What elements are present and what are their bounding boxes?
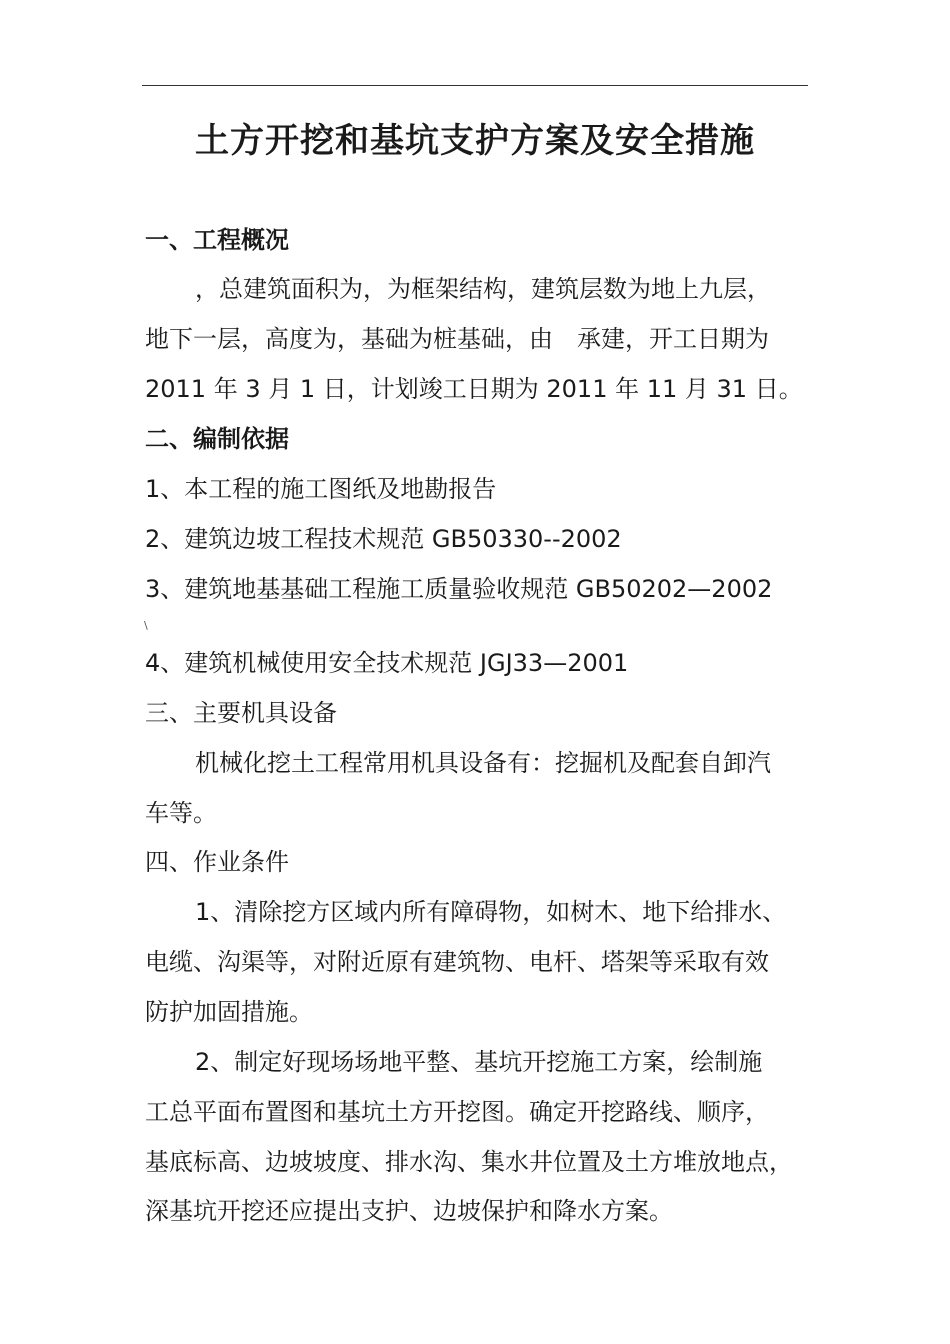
paragraph-line: 基底标高、边坡坡度、排水沟、集水井位置及土方堆放地点， (145, 1148, 793, 1176)
paragraph-line: 防护加固措施。 (145, 998, 313, 1026)
paragraph-line: 电缆、沟渠等，对附近原有建筑物、电杆、塔架等采取有效 (145, 948, 769, 976)
paragraph-line: 2、制定好现场场地平整、基坑开挖施工方案，绘制施 (195, 1048, 763, 1076)
top-rule (142, 85, 808, 86)
paragraph-line: 深基坑开挖还应提出支护、边坡保护和降水方案。 (145, 1197, 673, 1225)
section-heading-equipment: 三、主要机具设备 (145, 699, 337, 727)
paragraph-line: 机械化挖土工程常用机具设备有：挖掘机及配套自卸汽 (195, 749, 771, 777)
paragraph-line: 车等。 (145, 799, 217, 827)
section-heading-conditions: 四、作业条件 (145, 848, 289, 876)
paragraph-line: 1、清除挖方区域内所有障碍物，如树木、地下给排水、 (195, 898, 787, 926)
section-heading-overview: 一、工程概况 (145, 226, 289, 254)
list-item: 4、建筑机械使用安全技术规范 JGJ33—2001 (145, 649, 629, 677)
list-item: 3、建筑地基基础工程施工质量验收规范 GB50202—2002 (145, 575, 773, 603)
paragraph-line: ，总建筑面积为，为框架结构，建筑层数为地上九层， (195, 275, 771, 303)
document-title: 土方开挖和基坑支护方案及安全措施 (195, 121, 755, 161)
list-item: 1、本工程的施工图纸及地勘报告 (145, 475, 497, 503)
section-heading-basis: 二、编制依据 (145, 425, 289, 453)
paragraph-line: 地下一层，高度为，基础为桩基础，由 承建，开工日期为 (145, 325, 769, 353)
paragraph-line: 2011 年 3 月 1 日，计划竣工日期为 2011 年 11 月 31 日。 (145, 375, 803, 403)
list-item: 2、建筑边坡工程技术规范 GB50330--2002 (145, 525, 622, 553)
paragraph-line: 工总平面布置图和基坑土方开挖图。确定开挖路线、顺序， (145, 1098, 769, 1126)
stray-mark: \ (144, 619, 148, 632)
